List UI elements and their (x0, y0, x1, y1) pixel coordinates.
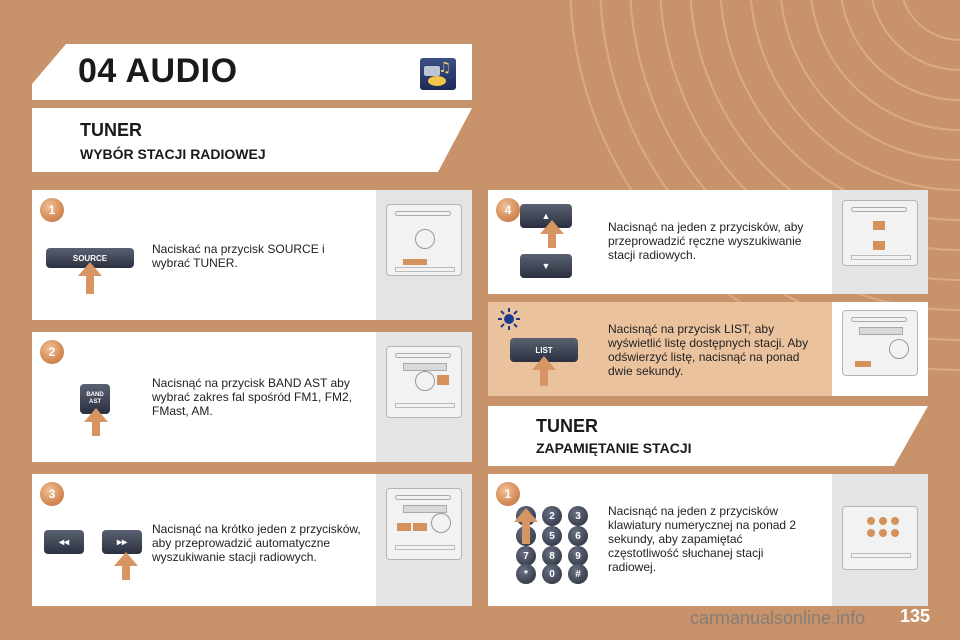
seek-back-button[interactable]: ◂◂ (44, 530, 84, 554)
highlighted-key (867, 517, 875, 525)
radio-illustration-panel (832, 302, 928, 396)
section-title: TUNER (536, 416, 598, 436)
keypad-key[interactable]: 1 (516, 506, 536, 526)
press-arrow-icon (78, 262, 102, 276)
step-number-badge: 3 (40, 482, 64, 506)
cd-slot (395, 495, 451, 500)
radio-unit-illustration (386, 204, 462, 276)
highlighted-seek-back (397, 523, 411, 531)
step-text: Nacisnąć na jeden z przycisków klawiatury numerycznej na ponad 2 sekundy, aby zapamiętać częstotliwość słuchanej stacji radiowej. (608, 504, 797, 574)
button-row (395, 403, 455, 408)
source-button[interactable]: SOURCE (46, 248, 134, 268)
radio-illustration-panel (832, 190, 928, 294)
list-button[interactable]: LIST (510, 338, 578, 362)
radio-illustration-panel (376, 474, 472, 606)
keypad-key[interactable]: 9 (568, 546, 588, 566)
cd-slot (395, 353, 451, 358)
radio-unit-illustration (842, 310, 918, 376)
keypad-key[interactable]: 5 (542, 526, 562, 546)
highlighted-key (891, 529, 899, 537)
keypad-key[interactable]: 0 (542, 564, 562, 584)
highlighted-down (873, 241, 885, 250)
keypad-key[interactable]: 3 (568, 506, 588, 526)
radio-illustration-panel (376, 190, 472, 320)
keypad-key[interactable]: 7 (516, 546, 536, 566)
keypad-illustration-panel (832, 474, 928, 606)
radio-display (403, 505, 447, 513)
radio-illustration-panel (376, 332, 472, 462)
radio-unit-illustration (386, 488, 462, 560)
press-arrow-icon (84, 408, 108, 422)
section-subtitle: WYBÓR STACJI RADIOWEJ (80, 146, 266, 162)
keypad-key[interactable]: # (568, 564, 588, 584)
keypad-key[interactable]: 8 (542, 546, 562, 566)
page-number: 135 (900, 606, 931, 626)
step-text: Nacisnąć na przycisk BAND AST aby wybrać zakres fal spośród FM1, FM2, FMast, AM. (152, 376, 353, 418)
band-ast-button[interactable]: BAND AST (80, 384, 110, 414)
step-number-badge: 1 (40, 198, 64, 222)
highlighted-seek-forward (413, 523, 427, 531)
highlighted-key (879, 517, 887, 525)
highlighted-key (879, 529, 887, 537)
button-row (395, 267, 455, 272)
highlighted-list (855, 361, 871, 367)
radio-display (403, 363, 447, 371)
section-subtitle: ZAPAMIĘTANIE STACJI (536, 440, 692, 456)
tune-up-button[interactable]: ▲ (520, 204, 572, 228)
press-arrow-icon (532, 356, 556, 370)
audio-radio-cd-icon (420, 58, 456, 90)
seek-forward-button[interactable]: ▸▸ (102, 530, 142, 554)
highlighted-up (873, 221, 885, 230)
volume-knob (415, 229, 435, 249)
button-row (395, 545, 455, 550)
press-arrow-icon (514, 508, 538, 522)
volume-knob (415, 371, 435, 391)
keypad-key[interactable]: * (516, 564, 536, 584)
sun-tip-icon (498, 308, 520, 330)
highlighted-button (403, 259, 427, 265)
button-row (851, 255, 911, 260)
cd-shape (428, 76, 446, 86)
press-arrow-icon (540, 220, 564, 234)
volume-knob (889, 339, 909, 359)
volume-knob (431, 513, 451, 533)
cd-slot (851, 207, 907, 212)
section-title: TUNER (80, 120, 142, 140)
cd-slot (851, 317, 907, 322)
step-number-badge: 4 (496, 198, 520, 222)
step-number-badge: 1 (496, 482, 520, 506)
press-arrow-stem (92, 422, 100, 436)
highlighted-key (891, 517, 899, 525)
press-arrow-icon (114, 552, 138, 566)
music-note-icon: ♫ (438, 60, 451, 76)
press-arrow-stem (122, 566, 130, 580)
press-arrow-stem (522, 522, 530, 544)
radio-unit-illustration (842, 506, 918, 570)
press-arrow-stem (86, 276, 94, 294)
cd-slot (395, 211, 451, 216)
button-row (851, 553, 911, 558)
chapter-title: 04 AUDIO (78, 52, 238, 90)
step-text: Naciskać na przycisk SOURCE i wybrać TUNER. (152, 242, 325, 270)
step-number-badge: 2 (40, 340, 64, 364)
watermark: carmanualsonline.info (690, 608, 866, 628)
radio-unit-illustration (842, 200, 918, 266)
highlighted-button (437, 375, 449, 385)
tune-down-button[interactable]: ▼ (520, 254, 572, 278)
radio-unit-illustration (386, 346, 462, 418)
highlighted-key (867, 529, 875, 537)
press-arrow-stem (548, 234, 556, 248)
keypad-key[interactable]: 2 (542, 506, 562, 526)
step-text: Nacisnąć na krótko jeden z przycisków, aby przeprowadzić automatyczne wyszukiwanie stacji radiowych. (152, 522, 361, 564)
radio-display (859, 327, 903, 335)
keypad-key[interactable]: 6 (568, 526, 588, 546)
step-text: Nacisnąć na przycisk LIST, aby wyświetlić listę dostępnych stacji. Aby odświerzyć listę, nacisnąć na ponad dwie sekundy. (608, 322, 809, 378)
step-text: Nacisnąć na jeden z przycisków, aby przeprowadzić ręczne wyszukiwanie stacji radiowych. (608, 220, 804, 262)
step-card-auto-search (32, 474, 472, 606)
press-arrow-stem (540, 370, 548, 386)
